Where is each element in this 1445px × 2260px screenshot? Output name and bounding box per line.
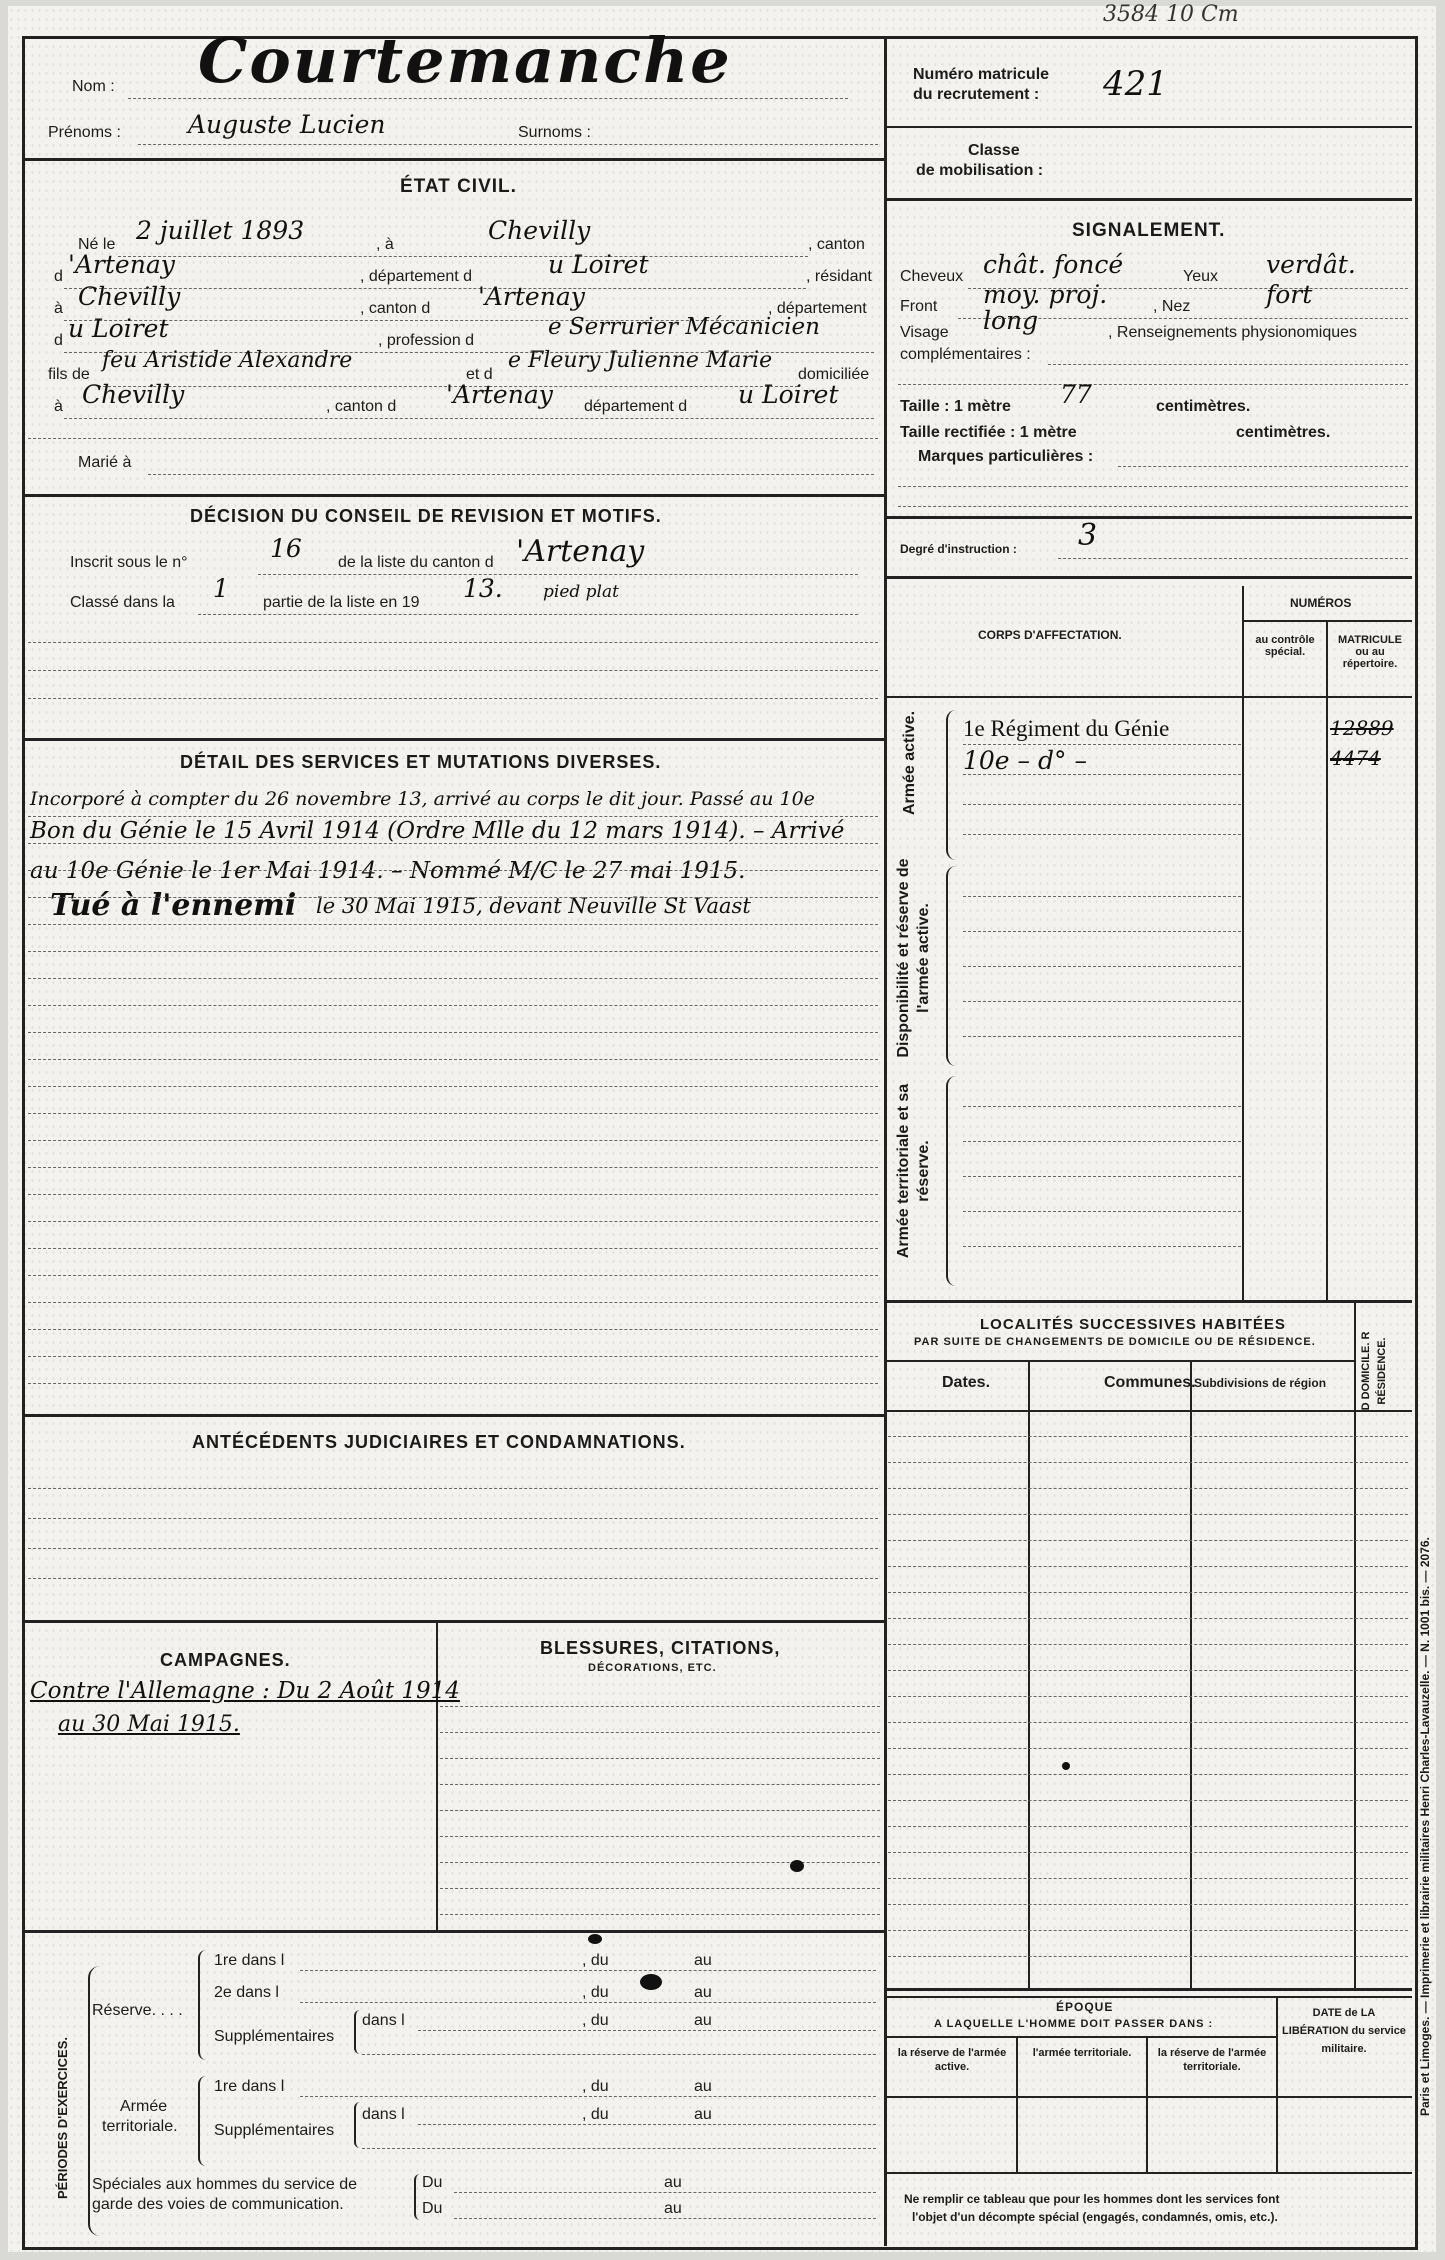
territoriale-2-rule bbox=[418, 2124, 876, 2125]
ruled-line bbox=[888, 1878, 1408, 1879]
services-line-3: au 10e Génie le 1er Mai 1914. – Nommé M/C le 27 mai 1915. bbox=[30, 858, 746, 884]
epoque-col-1-header: la réserve de l'armée active. bbox=[897, 2047, 1007, 2073]
ruled-line bbox=[28, 1167, 878, 1168]
ruled-line bbox=[888, 1722, 1408, 1723]
cheveux-label: Cheveux bbox=[900, 268, 964, 285]
signalement-title: SIGNALEMENT. bbox=[1072, 220, 1226, 241]
reserve-2-au: au bbox=[694, 1984, 712, 2001]
corps-entry-1: 1e Régiment du Génie bbox=[963, 716, 1170, 741]
d2-label: d bbox=[54, 332, 63, 349]
prenoms-label: Prénoms : bbox=[48, 124, 121, 141]
inscrit-label: Inscrit sous le n° bbox=[70, 554, 188, 571]
bracket-active bbox=[946, 710, 958, 860]
residant-label: , résidant bbox=[806, 268, 872, 285]
decision-divider bbox=[24, 738, 886, 741]
ruled-line bbox=[888, 1540, 1408, 1541]
ruled-line bbox=[440, 1862, 880, 1863]
marie-label: Marié à bbox=[78, 454, 132, 471]
speciales-2-du: Du bbox=[422, 2200, 443, 2217]
ruled-line bbox=[888, 1930, 1408, 1931]
col-dates-header: Dates. bbox=[942, 1374, 991, 1391]
profession-value: e Serrurier Mécanicien bbox=[548, 314, 820, 340]
taille-label: Taille : 1 mètre bbox=[900, 398, 1011, 415]
signalement-divider bbox=[886, 516, 1412, 519]
renseignements-label: , Renseignements physionomiques bbox=[1108, 324, 1358, 341]
reserve-2-label: 2e dans l bbox=[214, 1984, 279, 2001]
ruled-line bbox=[440, 1836, 880, 1837]
territoriale-label: Armée territoriale et sa réserve. bbox=[895, 1083, 932, 1259]
col-dr-header: D DOMICILE. R RÉSIDENCE. bbox=[1360, 1331, 1388, 1411]
etat-civil-title: ÉTAT CIVIL. bbox=[400, 176, 517, 197]
corps-rule-2 bbox=[963, 774, 1241, 775]
localites-divider bbox=[886, 1988, 1412, 1991]
signalement-rule bbox=[898, 384, 1408, 385]
marques-label: Marques particulières : bbox=[918, 448, 1094, 465]
ruled-line bbox=[888, 1566, 1408, 1567]
reserve-1-rule bbox=[300, 1970, 876, 1971]
ruled-line bbox=[888, 1956, 1408, 1957]
localites-col-3 bbox=[1354, 1302, 1356, 1988]
corps-rule-11 bbox=[963, 1141, 1241, 1142]
reserve-3-dans: dans l bbox=[362, 2012, 405, 2029]
territoriale-label-2: territoriale. bbox=[102, 2118, 178, 2135]
classe-label-2: de mobilisation : bbox=[916, 162, 1044, 179]
ruled-line bbox=[888, 1462, 1408, 1463]
corps-rule-8 bbox=[963, 1001, 1241, 1002]
services-line-4-rest: le 30 Mai 1915, devant Neuville St Vaast bbox=[316, 894, 751, 918]
epoque-bottom-divider bbox=[886, 2172, 1412, 2174]
ne-le-label: Né le bbox=[78, 236, 116, 253]
canton-label: , canton bbox=[808, 236, 865, 253]
antecedents-title: ANTÉCÉDENTS JUDICIAIRES ET CONDAMNATIONS. bbox=[192, 1432, 686, 1452]
centimetres-label: centimètres. bbox=[1156, 398, 1251, 415]
ruled-line bbox=[440, 1784, 880, 1785]
decision-rule-3 bbox=[28, 698, 878, 699]
nom-label: Nom : bbox=[72, 78, 115, 95]
front-label: Front bbox=[900, 298, 938, 315]
canton-value: 'Artenay bbox=[68, 250, 175, 279]
fils-label: fils de bbox=[48, 366, 90, 383]
matricule-label-2: du recrutement : bbox=[913, 86, 1040, 103]
localites-subtitle: PAR SUITE DE CHANGEMENTS DE DOMICILE OU DE RÉSIDENCE. bbox=[914, 1336, 1316, 1348]
corps-entry-1-number: 12889 bbox=[1330, 716, 1394, 740]
ruled-line bbox=[888, 1904, 1408, 1905]
ruled-line bbox=[28, 1005, 878, 1006]
canton2-label: , canton d bbox=[360, 300, 431, 317]
bracket-disponibilite bbox=[946, 866, 958, 1066]
canton3-value: 'Artenay bbox=[446, 380, 553, 409]
corps-rule-10 bbox=[963, 1106, 1241, 1107]
departement2-label: , département bbox=[768, 300, 867, 317]
decision-rule-1 bbox=[28, 642, 878, 643]
ink-spot bbox=[588, 1934, 602, 1944]
corps-col-2 bbox=[1326, 622, 1328, 1300]
departement-label: , département d bbox=[360, 268, 473, 285]
et-label: et d bbox=[466, 366, 493, 383]
ruled-line bbox=[888, 1800, 1408, 1801]
yeux-value: verdât. bbox=[1266, 250, 1356, 279]
territoriale-2-du: , du bbox=[582, 2106, 609, 2123]
centimetres2-label: centimètres. bbox=[1236, 424, 1331, 441]
liste-label: de la liste du canton d bbox=[338, 554, 494, 571]
etat-civil-divider bbox=[24, 494, 886, 497]
nom-rule bbox=[128, 98, 848, 99]
corps-rule-7 bbox=[963, 966, 1241, 967]
reserve-2-du: , du bbox=[582, 1984, 609, 2001]
territoriale-2-dans: dans l bbox=[362, 2106, 405, 2123]
speciales-label-1: Spéciales aux hommes du service de bbox=[92, 2176, 358, 2193]
yeux-label: Yeux bbox=[1183, 268, 1218, 285]
services-divider bbox=[24, 1414, 886, 1417]
ne-rule bbox=[118, 256, 808, 257]
classe-dans-label: Classé dans la bbox=[70, 594, 175, 611]
corps-rule-3 bbox=[963, 804, 1241, 805]
epoque-date-divider bbox=[1276, 1996, 1278, 2172]
ruled-line bbox=[28, 1059, 878, 1060]
ruled-line bbox=[28, 843, 878, 844]
territoriale-label-1: Armée bbox=[120, 2098, 168, 2115]
bracket-territoriale bbox=[946, 1076, 958, 1286]
speciales-2-rule bbox=[454, 2218, 876, 2219]
corps-rule-6 bbox=[963, 931, 1241, 932]
col-subdivisions-header: Subdivisions de région bbox=[1194, 1376, 1327, 1390]
territoriale-3-rule bbox=[362, 2148, 876, 2149]
campagnes-bottom-divider bbox=[24, 1930, 886, 1933]
campagnes-divider bbox=[436, 1622, 438, 1930]
speciales-1-du: Du bbox=[422, 2174, 443, 2191]
territoriale-2-au: au bbox=[694, 2106, 712, 2123]
antecedents-rule-1 bbox=[28, 1488, 878, 1489]
mere-value: e Fleury Julienne Marie bbox=[508, 348, 773, 373]
classe-rule bbox=[198, 614, 858, 615]
ink-spot bbox=[640, 1974, 662, 1990]
corps-header-divider bbox=[886, 696, 1412, 698]
ruled-line bbox=[28, 1383, 878, 1384]
domicile-value: Chevilly bbox=[82, 380, 185, 409]
ruled-line bbox=[888, 1592, 1408, 1593]
domiciliee-label: domiciliée bbox=[798, 366, 870, 383]
speciales-bracket bbox=[414, 2174, 422, 2220]
header-divider bbox=[24, 158, 886, 161]
blessures-title: BLESSURES, CITATIONS, bbox=[540, 1638, 781, 1658]
domicile-a-label: à bbox=[54, 398, 63, 415]
epoque-col-1 bbox=[1016, 2036, 1018, 2172]
domicile-rule bbox=[64, 418, 874, 419]
disponibilite-label: Disponibilité et réserve de l'armée active. bbox=[895, 858, 932, 1058]
ruled-line bbox=[28, 1248, 878, 1249]
corps-title: CORPS D'AFFECTATION. bbox=[978, 628, 1122, 642]
ink-spot bbox=[1062, 1762, 1070, 1770]
campagnes-line-1: Contre l'Allemagne : Du 2 Août 1914 bbox=[30, 1678, 460, 1704]
epoque-top-divider bbox=[886, 1996, 1412, 1998]
epoque-note-1: Ne remplir ce tableau que pour les hommes dont les services font bbox=[904, 2192, 1280, 2206]
blessures-subtitle: DÉCORATIONS, ETC. bbox=[588, 1662, 717, 1674]
front-value: moy. proj. bbox=[983, 280, 1108, 309]
marques-rule-3 bbox=[898, 506, 1408, 507]
services-line-2: Bon du Génie le 15 Avril 1914 (Ordre Mlle du 12 mars 1914). – Arrivé bbox=[30, 818, 845, 844]
ruled-line bbox=[888, 1748, 1408, 1749]
territoriale-1-label: 1re dans l bbox=[214, 2078, 285, 2095]
marques-rule-2 bbox=[898, 486, 1408, 487]
reserve-3-rule bbox=[418, 2030, 876, 2031]
pere-value: feu Aristide Alexandre bbox=[102, 348, 353, 373]
ruled-line bbox=[440, 1914, 880, 1915]
ruled-line bbox=[888, 1670, 1408, 1671]
corps-rule-13 bbox=[963, 1211, 1241, 1212]
column-divider bbox=[884, 38, 887, 2246]
epoque-body-divider bbox=[886, 2096, 1412, 2098]
reserve-1-au: au bbox=[694, 1952, 712, 1969]
nez-value: fort bbox=[1266, 280, 1313, 309]
inscrit-rule bbox=[258, 574, 858, 575]
corps-divider bbox=[886, 1300, 1412, 1303]
speciales-1-rule bbox=[454, 2192, 876, 2193]
ruled-line bbox=[888, 1618, 1408, 1619]
services-line-4-tue: Tué à l'ennemi bbox=[50, 888, 297, 923]
ruled-line bbox=[28, 1194, 878, 1195]
services-title: DÉTAIL DES SERVICES ET MUTATIONS DIVERSES. bbox=[180, 752, 662, 772]
territoriale-1-du: , du bbox=[582, 2078, 609, 2095]
epoque-col-2-header: l'armée territoriale. bbox=[1032, 2047, 1132, 2059]
reserve-4-rule bbox=[362, 2054, 876, 2055]
prenoms-rule bbox=[138, 144, 878, 145]
territoriale-2-label: Supplémentaires bbox=[214, 2122, 335, 2139]
ruled-line bbox=[888, 1514, 1408, 1515]
annee-value: 13. bbox=[463, 574, 503, 603]
instruction-label: Degré d'instruction : bbox=[900, 542, 1017, 556]
instruction-value: 3 bbox=[1078, 518, 1098, 553]
classe-dans-value: 1 bbox=[213, 574, 229, 603]
complementaires-label: complémentaires : bbox=[900, 346, 1031, 363]
ruled-line bbox=[28, 1275, 878, 1276]
corps-rule-1 bbox=[963, 744, 1241, 745]
residence-a-label: à bbox=[54, 300, 63, 317]
partie-label: partie de la liste en 19 bbox=[263, 594, 420, 611]
localites-title: LOCALITÉS SUCCESSIVES HABITÉES bbox=[980, 1316, 1286, 1333]
reserve-label: Réserve. . . . bbox=[92, 2002, 183, 2019]
territoriale-1-au: au bbox=[694, 2078, 712, 2095]
numeros-divider bbox=[1244, 620, 1412, 622]
ruled-line bbox=[440, 1758, 880, 1759]
d-label: d bbox=[54, 268, 63, 285]
ruled-line bbox=[28, 1113, 878, 1114]
corps-rule-4 bbox=[963, 834, 1241, 835]
registre-matricule-page bbox=[8, 2, 1436, 2252]
visage-value: long bbox=[983, 306, 1039, 335]
antecedents-rule-3 bbox=[28, 1548, 878, 1549]
antecedents-rule-2 bbox=[28, 1518, 878, 1519]
services-line-1: Incorporé à compter du 26 novembre 13, arrivé au corps le dit jour. Passé au 10e bbox=[30, 788, 815, 810]
residence-value: Chevilly bbox=[78, 282, 181, 311]
nez-label: , Nez bbox=[1153, 298, 1191, 315]
ruled-line bbox=[440, 1810, 880, 1811]
epoque-header-divider bbox=[886, 2036, 1276, 2038]
reserve-bracket bbox=[198, 1950, 208, 2060]
departement-value: u Loiret bbox=[548, 250, 649, 279]
decision-rule-2 bbox=[28, 670, 878, 671]
speciales-2-au: au bbox=[664, 2200, 682, 2217]
reserve-3-label: Supplémentaires bbox=[214, 2028, 335, 2045]
localites-col-2 bbox=[1190, 1362, 1192, 1988]
territoriale-supp-bracket bbox=[354, 2102, 362, 2148]
corps-rule-9 bbox=[963, 1036, 1241, 1037]
col-controle-header: au contrôle spécial. bbox=[1255, 634, 1315, 658]
col-matricule-header: MATRICULE ou au répertoire. bbox=[1338, 634, 1402, 670]
complementaires-rule bbox=[1048, 364, 1408, 365]
ruled-line bbox=[888, 1644, 1408, 1645]
departement3-value: u Loiret bbox=[738, 380, 839, 409]
ruled-line bbox=[28, 816, 878, 817]
reserve-1-du: , du bbox=[582, 1952, 609, 1969]
liste-value: 'Artenay bbox=[516, 534, 645, 569]
classe-divider bbox=[886, 198, 1412, 201]
liberation-header: DATE de LA LIBÉRATION du service militaire. bbox=[1282, 2007, 1406, 2055]
ruled-line bbox=[28, 1221, 878, 1222]
departement2-value: u Loiret bbox=[68, 314, 169, 343]
epoque-title: ÉPOQUE bbox=[1056, 2000, 1114, 2014]
etat-civil-rule bbox=[28, 438, 878, 439]
ruled-line bbox=[888, 1436, 1408, 1437]
marie-rule bbox=[148, 474, 874, 475]
classe-label-1: Classe bbox=[968, 142, 1020, 159]
profession-label: , profession d bbox=[378, 332, 475, 349]
armee-active-label: Armée active. bbox=[901, 710, 918, 816]
corps-rule-14 bbox=[963, 1246, 1241, 1247]
canton2-value: 'Artenay bbox=[478, 282, 585, 311]
ruled-line bbox=[888, 1852, 1408, 1853]
localites-header-divider bbox=[886, 1360, 1356, 1362]
epoque-col-3-header: la réserve de l'armée territoriale. bbox=[1157, 2047, 1267, 2073]
inscrit-value: 16 bbox=[270, 534, 302, 563]
printer-imprint: Paris et Limoges. — Imprimerie et librairie militaires Henri Charles-Lavauzelle. — N. 1001 bis. — 2076. bbox=[1418, 1537, 1432, 2116]
ruled-line bbox=[440, 1732, 880, 1733]
ruled-line bbox=[28, 1356, 878, 1357]
corps-rule-5 bbox=[963, 896, 1241, 897]
ne-le-value: 2 juillet 1893 bbox=[136, 216, 305, 245]
epoque-note-2: l'objet d'un décompte spécial (engagés, condamnés, omis, etc.). bbox=[912, 2210, 1278, 2224]
matricule-divider bbox=[886, 126, 1412, 128]
ruled-line bbox=[888, 1826, 1408, 1827]
nom-value: Courtemanche bbox=[198, 24, 732, 97]
reserve-supp-bracket bbox=[354, 2010, 362, 2054]
ruled-line bbox=[28, 1032, 878, 1033]
antecedents-rule-4 bbox=[28, 1578, 878, 1579]
decision-title: DÉCISION DU CONSEIL DE REVISION ET MOTIFS. bbox=[190, 506, 662, 526]
reserve-2-rule bbox=[300, 2002, 876, 2003]
ink-spot bbox=[790, 1860, 804, 1872]
motif-value: pied plat bbox=[543, 582, 619, 602]
ruled-line bbox=[28, 951, 878, 952]
ruled-line bbox=[440, 1706, 880, 1707]
speciales-label-2: garde des voies de communication. bbox=[92, 2196, 344, 2213]
matricule-value: 421 bbox=[1103, 64, 1168, 104]
periodes-side-label: PÉRIODES D'EXERCICES. bbox=[55, 2036, 70, 2200]
corner-reference: 3584 10 Cm bbox=[1103, 2, 1239, 27]
marques-rule-1 bbox=[1118, 466, 1408, 467]
canton3-label: , canton d bbox=[326, 398, 397, 415]
ruled-line bbox=[28, 978, 878, 979]
localites-col-header-divider bbox=[886, 1410, 1412, 1412]
epoque-col-2 bbox=[1146, 2036, 1148, 2172]
taille-value: 77 bbox=[1060, 380, 1092, 409]
territoriale-bracket bbox=[198, 2076, 208, 2166]
epoque-subtitle: A LAQUELLE L'HOMME DOIT PASSER DANS : bbox=[934, 2018, 1214, 2030]
ruled-line bbox=[888, 1488, 1408, 1489]
territoriale-1-rule bbox=[300, 2096, 876, 2097]
reserve-3-du: , du bbox=[582, 2012, 609, 2029]
ruled-line bbox=[28, 1140, 878, 1141]
corps-entry-2-number: 4474 bbox=[1330, 746, 1381, 770]
taille-rectifiee-label: Taille rectifiée : 1 mètre bbox=[900, 424, 1077, 441]
cheveux-value: chât. foncé bbox=[983, 250, 1124, 279]
speciales-1-au: au bbox=[664, 2174, 682, 2191]
ne-a-value: Chevilly bbox=[488, 216, 591, 245]
visage-label: Visage bbox=[900, 324, 949, 341]
ruled-line bbox=[440, 1888, 880, 1889]
surnoms-label: Surnoms : bbox=[518, 124, 591, 141]
reserve-3-au: au bbox=[694, 2012, 712, 2029]
instruction-rule bbox=[1058, 558, 1408, 559]
ne-a-label: , à bbox=[376, 236, 394, 253]
corps-col-1 bbox=[1242, 586, 1244, 1300]
campagnes-line-2: au 30 Mai 1915. bbox=[58, 1712, 240, 1737]
antecedents-divider bbox=[24, 1620, 886, 1623]
campagnes-title: CAMPAGNES. bbox=[160, 1650, 291, 1670]
instruction-divider bbox=[886, 576, 1412, 579]
ruled-line bbox=[888, 1774, 1408, 1775]
col-communes-header: Communes. bbox=[1104, 1374, 1196, 1391]
matricule-label-1: Numéro matricule bbox=[913, 66, 1050, 83]
ruled-line bbox=[28, 870, 878, 871]
ruled-line bbox=[28, 1086, 878, 1087]
corps-entry-2: 10e – d° – bbox=[963, 746, 1087, 775]
ruled-line bbox=[28, 1302, 878, 1303]
ruled-line bbox=[888, 1696, 1408, 1697]
numeros-title: NUMÉROS bbox=[1290, 596, 1352, 610]
reserve-1-label: 1re dans l bbox=[214, 1952, 285, 1969]
ruled-line bbox=[28, 897, 878, 898]
departement3-label: département d bbox=[584, 398, 688, 415]
corps-rule-12 bbox=[963, 1176, 1241, 1177]
localites-col-1 bbox=[1028, 1362, 1030, 1988]
prenoms-value: Auguste Lucien bbox=[188, 110, 386, 139]
ruled-line bbox=[28, 1329, 878, 1330]
ruled-line bbox=[28, 924, 878, 925]
